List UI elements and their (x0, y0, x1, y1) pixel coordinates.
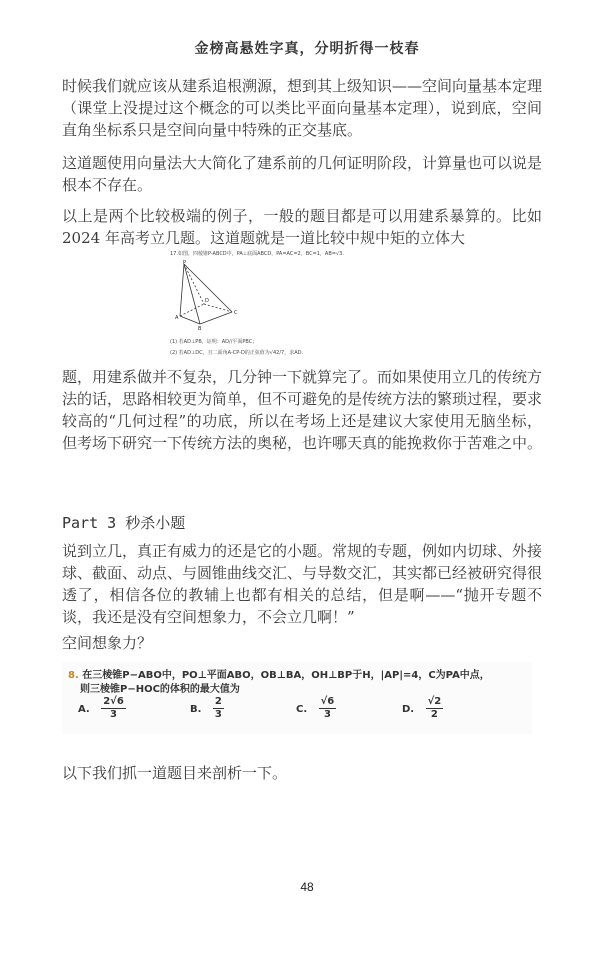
option-c-denominator: 3 (323, 709, 331, 720)
option-c (296, 696, 336, 721)
option-d-numerator: √2 (427, 696, 442, 707)
option-a-numerator: 2√6 (103, 696, 124, 707)
paragraph-vector-method: 这道题使用向量法大大简化了建系前的几何证明阶段，计算量也可以说是根本不存在。 (62, 154, 543, 194)
option-b-label: B. (190, 703, 202, 715)
option-c-label: C. (296, 703, 308, 715)
option-b (190, 696, 224, 721)
option-d-denominator: 2 (430, 709, 438, 720)
paragraph-spatial-imagination: 空间想象力？ (62, 634, 153, 652)
option-a-denominator: 3 (110, 709, 117, 720)
exam-problem-figure (170, 250, 410, 362)
paragraph-small-problems: 说到立几，真正有威力的还是它的小题。常规的专题，例如内切球、外接球、截面、动点、与圆锥曲线交汇、与导数交汇，其实都已经被研究得很透了，相信各位的教辅上也都有相关的总结，但是啊——“抛开专题不谈，我还是没有空间想象力，不会立几啊！” (62, 542, 543, 626)
option-b-numerator: 2 (214, 696, 222, 707)
option-b-denominator: 3 (214, 709, 222, 720)
option-a-label: A. (78, 703, 90, 715)
paragraph-analysis-intro: 以下我们抓一道题目来剖析一下。 (62, 764, 288, 782)
paragraph-traditional-method: 题，用建系做并不复杂，几分钟一下就算完了。而如果使用立几的传统方法的话，思路相较更为简单，但不可避免的是传统方法的繁琐过程，要求较高的“几何过程”的功底，所以在考场上还是建议大家使用无脑坐标，但考场下研究一下传统方法的奥秘，也许哪天真的能挽救你于苦难之中。 (62, 368, 543, 452)
section-heading: Part 3 秒杀小题 (62, 514, 186, 532)
option-c-numerator: √6 (320, 696, 335, 707)
figure-caption-part1: (1) 若AD⊥PB，证明：AD//平面PBC； (170, 339, 258, 345)
option-d-label: D. (402, 703, 415, 715)
pyramid-diagram (174, 260, 244, 330)
question-line-1 (68, 666, 490, 681)
page-number: 48 (300, 880, 314, 894)
option-d (402, 696, 443, 721)
page-header: 金榜高悬姓字真，分明折得一枝春 (194, 41, 420, 57)
paragraph-vector-basis: 时候我们就应该从建系追根溯源，想到其上级知识——空间向量基本定理（课堂上没提过这个概念的可以类比平面向量基本定理），说到底，空间直角坐标系只是空间向量中特殊的正交基底。 (62, 77, 543, 139)
question-line-2: 则三棱锥P−HOC的体积的最大值为 (80, 684, 240, 695)
vertex-label-p: P (183, 260, 187, 266)
figure-caption-part2: (2) 若AD⊥DC，且二面角A-CP-D的正弦值为√42/7，求AD. (170, 350, 304, 356)
paragraph-extreme-examples: 以上是两个比较极端的例子，一般的题目都是可以用建系暴算的。比如 2024 年高考立几题。这道题就是一道比较中规中矩的立体大 (62, 207, 542, 247)
vertex-label-c: C (234, 310, 238, 316)
vertex-label-b: B (198, 326, 202, 330)
question-number: 8. (68, 670, 79, 681)
figure-caption-top: 17.如图，四棱锥P-ABCD中，PA⊥底面ABCD，PA=AC=2，BC=1，AB=√3. (170, 251, 344, 257)
multiple-choice-question (62, 662, 532, 734)
vertex-label-a: A (175, 315, 179, 321)
vertex-label-d: D (205, 298, 209, 304)
option-a (78, 696, 126, 721)
question-stem: 在三棱锥P−ABO中，PO⊥平面ABO，OB⊥BA，OH⊥BP于H，|AP|=4，C为PA中点， (82, 670, 490, 681)
